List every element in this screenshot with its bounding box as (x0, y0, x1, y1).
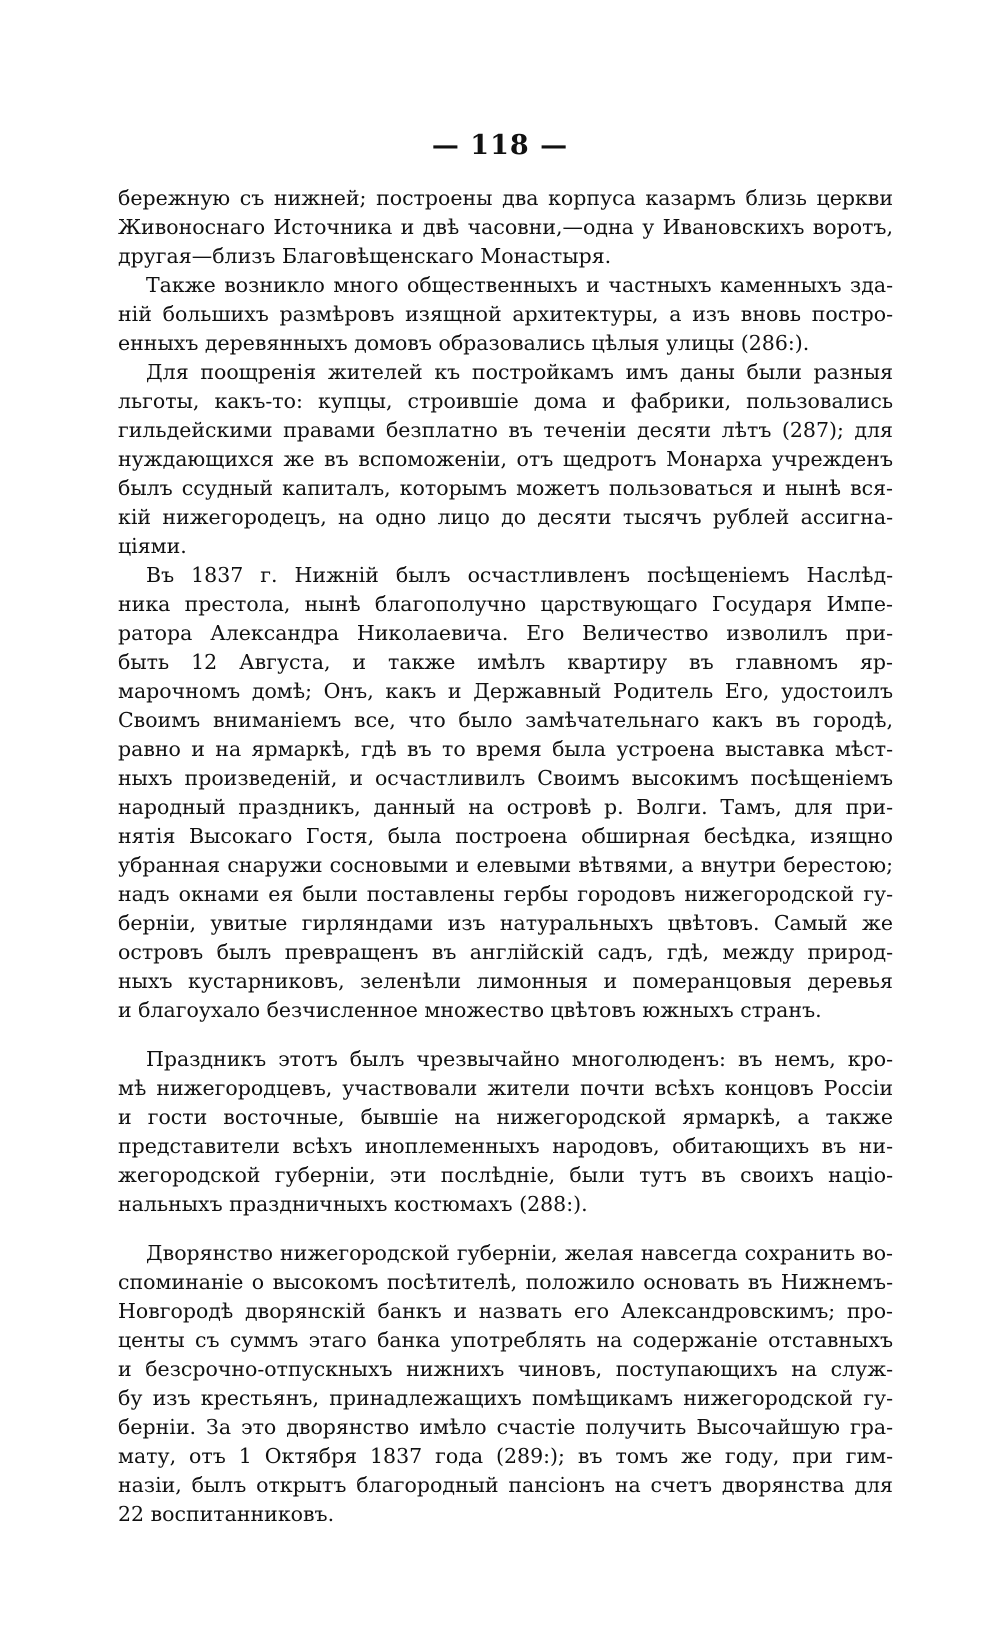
text-line: ныхъ кустарниковъ, зеленѣли лимонныя и померанцовыя деревья (118, 969, 893, 993)
text-line: равно и на ярмаркѣ, гдѣ въ то время была устроена выставка мѣст- (118, 737, 893, 761)
paragraph-3 (118, 358, 893, 561)
text-line: Дворянство нижегородской губерніи, желая навсегда сохранить во- (146, 1241, 893, 1265)
paragraph-4 (118, 561, 893, 1025)
text-line: быть 12 Августа, и также имѣлъ квартиру въ главномъ яр- (118, 650, 893, 674)
text-line: нуждающихся же въ вспоможеніи, отъ щедротъ Монарха учрежденъ (118, 447, 893, 471)
text-line: берніи, увитые гирляндами изъ натуральныхъ цвѣтовъ. Самый же (118, 911, 893, 935)
paragraph-6 (118, 1239, 893, 1529)
text-line: Праздникъ этотъ былъ чрезвычайно многолюденъ: въ немъ, кро- (146, 1047, 893, 1071)
text-line: споминаніе о высокомъ посѣтителѣ, положило основать въ Нижнемъ- (118, 1270, 893, 1294)
text-line: Также возникло много общественныхъ и частныхъ каменныхъ зда- (146, 273, 893, 297)
text-line: Для поощренія жителей къ постройкамъ имъ даны были разныя (146, 360, 893, 384)
text-line: ній большихъ размѣровъ изящной архитектуры, а изъ вновь постро- (118, 302, 893, 326)
paragraph-5 (118, 1045, 893, 1219)
text-line: другая—близъ Благовѣщенскаго Монастыря. (118, 244, 612, 268)
text-line: ціями. (118, 534, 187, 558)
text-line: народный праздникъ, данный на островѣ р. Волги. Тамъ, для при- (118, 795, 893, 819)
text-line: берніи. За это дворянство имѣло счастіе получить Высочайшую гра- (118, 1415, 893, 1439)
page-number: — 118 — (431, 130, 569, 161)
paragraph-1 (118, 184, 893, 271)
text-line: и гости восточные, бывшіе на нижегородской ярмаркѣ, а также (118, 1105, 893, 1129)
text-line: ника престола, нынѣ благополучно царствующаго Государя Импе- (118, 592, 893, 616)
text-line: жегородской губерніи, эти послѣдніе, были тутъ въ своихъ націо- (118, 1163, 893, 1187)
text-line: мату, отъ 1 Октября 1837 года (289:); въ томъ же году, при гим- (118, 1444, 893, 1468)
text-line: назіи, былъ открытъ благородный пансіонъ на счетъ дворянства для (118, 1473, 893, 1497)
text-line: Новгородѣ дворянскій банкъ и назвать его Александровскимъ; про- (118, 1299, 893, 1323)
paragraph-2 (118, 271, 893, 358)
body-text (118, 184, 893, 1529)
text-line: мѣ нижегородцевъ, участвовали жители почти всѣхъ концовъ Россіи (118, 1076, 893, 1100)
text-line: льготы, какъ-то: купцы, строившіе дома и фабрики, пользовались (118, 389, 893, 413)
text-line: надъ окнами ея были поставлены гербы городовъ нижегородской гу- (118, 882, 893, 906)
text-line: и благоухало безчисленное множество цвѣтовъ южныхъ странъ. (118, 998, 822, 1022)
text-line: бережную съ нижней; построены два корпуса казармъ близь церкви (118, 186, 893, 210)
text-line: ратора Александра Николаевича. Его Величество изволилъ при- (118, 621, 893, 645)
text-line: марочномъ домѣ; Онъ, какъ и Державный Родитель Его, удостоилъ (118, 679, 893, 703)
text-line: бу изъ крестьянъ, принадлежащихъ помѣщикамъ нижегородской гу- (118, 1386, 893, 1410)
text-line: 22 воспитанниковъ. (118, 1502, 335, 1526)
text-line: кій нижегородецъ, на одно лицо до десяти тысячъ рублей ассигна- (118, 505, 893, 529)
text-line: убранная снаружи сосновыми и елевыми вѣтвями, а внутри берестою; (118, 853, 893, 877)
text-line: нятія Высокаго Гостя, была построена обширная бесѣдка, изящно (118, 824, 893, 848)
text-line: былъ ссудный капиталъ, которымъ можетъ пользоваться и нынѣ вся- (118, 476, 893, 500)
text-line: представители всѣхъ иноплеменныхъ народовъ, обитающихъ въ ни- (118, 1134, 893, 1158)
text-line: енныхъ деревянныхъ домовъ образовались цѣлыя улицы (286:). (118, 331, 810, 355)
text-line: Своимъ вниманіемъ все, что было замѣчательнаго какъ въ городѣ, (118, 708, 893, 732)
text-line: Живоноснаго Источника и двѣ часовни,—одна у Ивановскихъ воротъ, (118, 215, 893, 239)
text-line: центы съ суммъ этаго банка употреблять на содержаніе отставныхъ (118, 1328, 893, 1352)
text-line: островъ былъ превращенъ въ англійскій садъ, гдѣ, между природ- (118, 940, 893, 964)
text-line: ныхъ произведеній, и осчастливилъ Своимъ высокимъ посѣщеніемъ (118, 766, 893, 790)
text-line: нальныхъ праздничныхъ костюмахъ (288:). (118, 1192, 588, 1216)
text-line: и безсрочно-отпускныхъ нижнихъ чиновъ, поступающихъ на служ- (118, 1357, 893, 1381)
text-line: гильдейскими правами безплатно въ теченіи десяти лѣтъ (287); для (118, 418, 893, 442)
text-line: Въ 1837 г. Нижній былъ осчастливленъ посѣщеніемъ Наслѣд- (146, 563, 893, 587)
